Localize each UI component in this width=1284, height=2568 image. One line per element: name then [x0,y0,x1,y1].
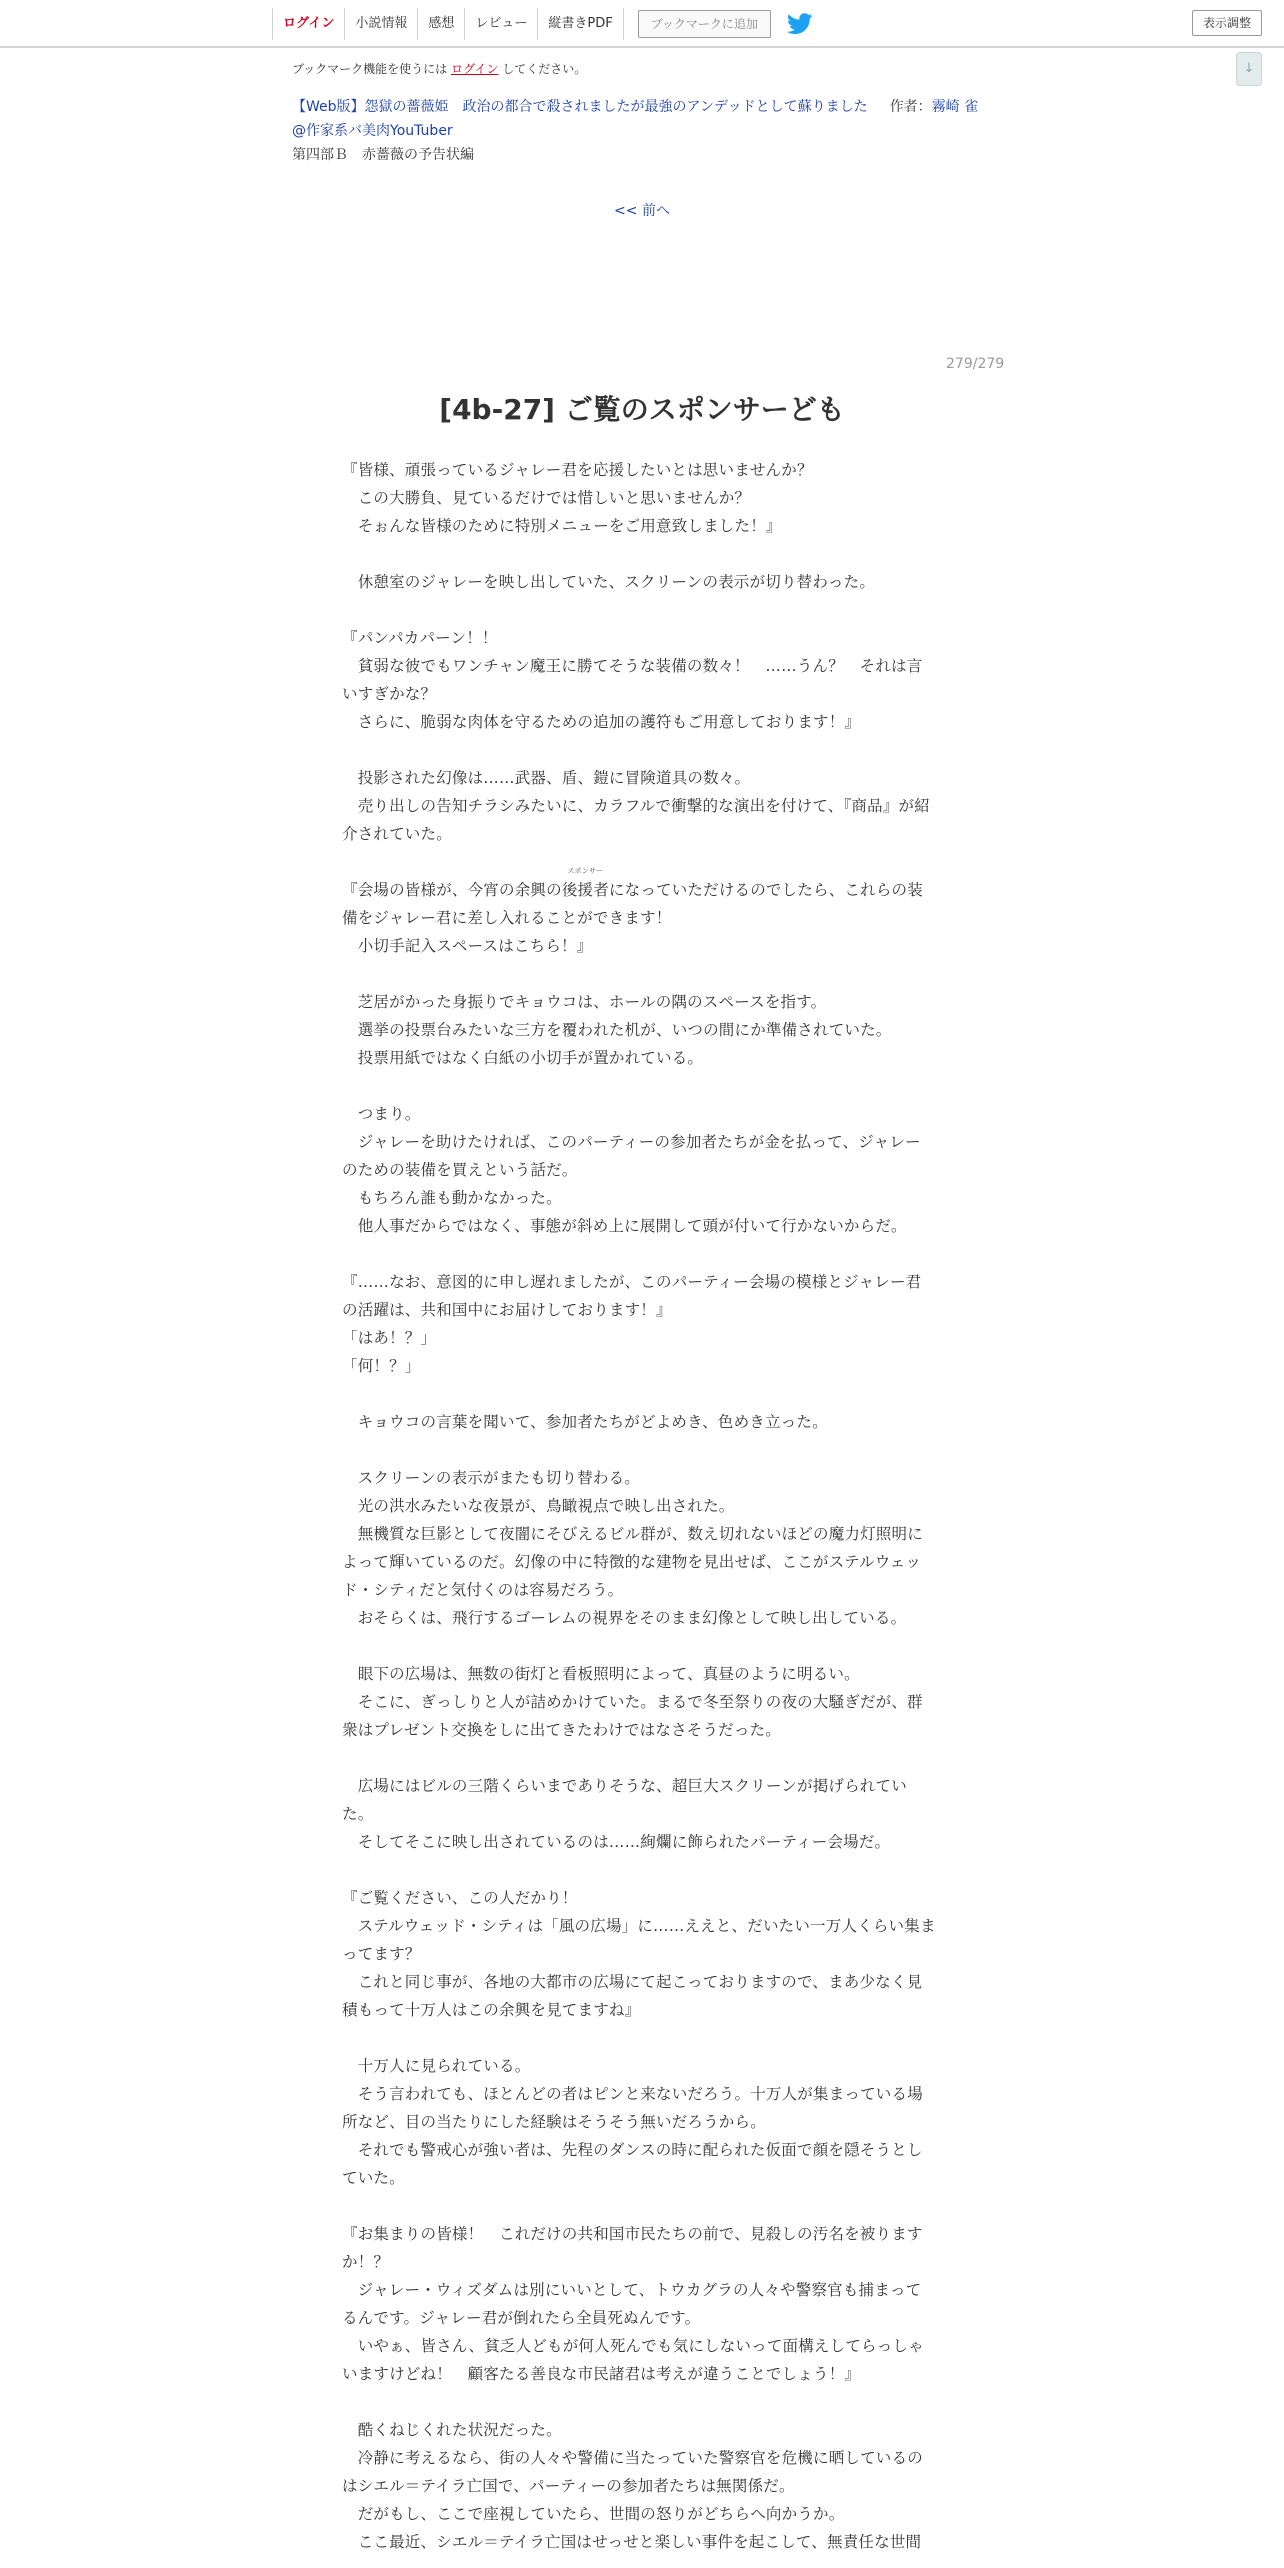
body-line: 貧弱な彼でもワンチャン魔王に勝てそうな装備の数々！ ……うん？ それは言いすぎかな？ [342,657,923,703]
body-line: もちろん誰も動かなかった。 [342,1189,562,1207]
body-line: これと同じ事が、各地の大都市の広場にて起こっておりますので、まあ少なく見積もって十万人はこの余興を見てますね』 [342,1973,923,2019]
body-line-text: になっていただけるのでしたら、これらの装備をジャレー君に差し入れることができます！ [342,881,923,927]
vertical-pdf-link[interactable]: 縦書きPDF [537,8,623,40]
body-line: 投票用紙ではなく白紙の小切手が置かれている。 [342,1049,704,1067]
body-line: 『パンパカパーン！！ [342,629,498,647]
body-line: ここ最近、シエル＝テイラ亡国はせっせと楽しい事件を起こして、無責任な世間 [342,2533,922,2551]
review-link[interactable]: レビュー [464,8,537,40]
blank-line [342,2388,936,2416]
chapter-group-label: 第四部Ｂ 赤薔薇の予告状編 [292,147,474,163]
display-settings-button[interactable]: 表示調整 [1192,10,1262,36]
blank-line [342,1240,936,1268]
body-line: それでも警戒心が強い者は、先程のダンスの時に配られた仮面で顔を隠そうとしていた。 [342,2141,923,2187]
blank-line [342,1632,936,1660]
novel-title-link[interactable]: 【Web版】怨獄の薔薇姫 政治の都合で殺されましたが最強のアンデッドとして蘇りました [292,99,868,115]
body-line: 『ご覧ください、この人だかり！ [342,1889,578,1907]
body-line: ジャレーを助けたければ、このパーティーの参加者たちが金を払って、ジャレーのための装備を買えという話だ。 [342,1133,921,1179]
body-line: この大勝負、見ているだけでは惜しいと思いませんか？ [342,489,751,507]
body-line: 光の洪水みたいな夜景が、鳥瞰視点で映し出された。 [342,1497,735,1515]
body-line: そこに、ぎっしりと人が詰めかけていた。まるで冬至祭りの夜の大騒ぎだが、群衆はプレゼント交換をしに出てきたわけではなさそうだった。 [342,1693,923,1739]
body-line: 無機質な巨影として夜闇にそびえるビル群が、数え切れないほどの魔力灯照明によって輝いているのだ。幻像の中に特徴的な建物を見出せば、ここがステルウェッド・シティだと気付くのは容易だろう。 [342,1525,923,1599]
body-line: だがもし、ここで座視していたら、世間の怒りがどちらへ向かうか。 [342,2505,845,2523]
prev-page-nav [0,200,1284,220]
body-line: ステルウェッド・シティは「風の広場」に……ええと、だいたい一万人くらい集まってます？ [342,1917,936,1963]
blank-line [342,2024,936,2052]
body-line: 酷くねじくれた状況だった。 [342,2421,562,2439]
impressions-link[interactable]: 感想 [417,8,464,40]
body-line: 冷静に考えるなら、街の人々や警備に当たっていた警察官を危機に晒しているのはシエル＝テイラ亡国で、パーティーの参加者たちは無関係だ。 [342,2449,923,2495]
blank-line [342,960,936,988]
body-line: 広場にはビルの三階くらいまでありそうな、超巨大スクリーンが掲げられていた。 [342,1777,907,1823]
blank-line [342,540,936,568]
body-line-text: 『会場の皆様が、今宵の余興の [342,881,562,899]
body-line: さらに、脆弱な肉体を守るための追加の護符もご用意しております！』 [342,713,861,731]
author-link[interactable]: 霧崎 雀 [931,99,979,115]
body-line: 『皆様、頑張っているジャレー君を応援したいとは思いませんか？ [342,461,813,479]
login-note-text-end: してください。 [498,62,587,76]
blank-line [342,736,936,764]
author-label: 作者： [889,99,932,115]
body-line: 売り出しの告知チラシみたいに、カラフルで衝撃的な演出を付けて、『商品』が紹介されていた。 [342,797,930,843]
novel-body-text [342,456,936,2556]
body-line: 小切手記入スペースはこちら！』 [342,937,593,955]
blank-line [342,1744,936,1772]
blank-line [342,1856,936,1884]
body-line: 投影された幻像は……武器、盾、鎧に冒険道具の数々。 [342,769,751,787]
blank-line [342,2192,936,2220]
blank-line [342,1380,936,1408]
body-line: つまり。 [342,1105,421,1123]
body-line: そう言われても、ほとんどの者はピンと来ないだろう。十万人が集まっている場所など、目の当たりにした経験はそうそう無いだろうから。 [342,2085,923,2131]
body-line: ジャレー・ウィズダムは別にいいとして、トウカグラの人々や警察官も捕まってるんです。ジャレー君が倒れたら全員死ぬんです。 [342,2281,922,2327]
prev-page-link[interactable]: << 前へ [614,203,670,219]
login-link[interactable]: ログイン [272,8,344,40]
chapter-title: [4b-27] ご覧のスポンサーども [439,393,845,426]
body-line: 他人事だからではなく、事態が斜め上に展開して頭が付いて行かないからだ。 [342,1217,907,1235]
add-bookmark-button[interactable]: ブックマークに追加 [638,10,771,38]
body-line: 十万人に見られている。 [342,2057,531,2075]
body-line: おそらくは、飛行するゴーレムの視界をそのまま幻像として映し出している。 [342,1609,907,1627]
body-line: 芝居がかった身振りでキョウコは、ホールの隅のスペースを指す。 [342,993,827,1011]
ruby-word [561,867,609,904]
body-line: 休憩室のジャレーを映し出していた、スクリーンの表示が切り替わった。 [342,573,876,591]
body-line: いやぁ、皆さん、貧乏人どもが何人死んでも気にしないって面構えしてらっしゃいますけどね！ 顧客たる善良な市民諸君は考えが違うことでしょう！』 [342,2337,924,2383]
blank-line [342,596,936,624]
blank-line [342,1072,936,1100]
twitter-icon[interactable] [787,13,813,35]
login-note-text: ブックマーク機能を使うには [292,62,451,76]
body-line [342,867,936,932]
body-line: 『……なお、意図的に申し遅れましたが、このパーティー会場の模様とジャレー君の活躍は、共和国中にお届けしております！』 [342,1273,922,1319]
body-line: スクリーンの表示がまたも切り替わる。 [342,1469,640,1487]
login-note-link[interactable]: ログイン [450,62,499,76]
top-navigation-bar [0,0,1284,48]
blank-line [342,1436,936,1464]
novel-info-link[interactable]: 小説情報 [344,8,417,40]
body-line: 選挙の投票台みたいな三方を覆われた机が、いつの間にか準備されていた。 [342,1021,892,1039]
body-line: 「はあ！？」 [342,1329,437,1347]
ruby-base: 後援者 [561,881,609,899]
blank-line [342,848,936,876]
body-line: キョウコの言葉を聞いて、参加者たちがどよめき、色めき立った。 [342,1413,828,1431]
body-line: 「何！？」 [342,1357,421,1375]
login-note [292,60,1012,77]
body-line: そしてそこに映し出されているのは……絢爛に飾られたパーティー会場だ。 [342,1833,891,1851]
ruby-annotation: スポンサー [567,867,604,875]
body-line: そぉんな皆様のために特別メニューをご用意致しました！』 [342,517,782,535]
novel-header [292,60,1012,167]
scroll-down-button[interactable]: ↓ [1236,52,1262,86]
novel-title-line [292,95,1012,119]
body-line: 『お集まりの皆様！ これだけの共和国市民たちの前で、見殺しの汚名を被りますか！？ [342,2225,923,2271]
main-nav [272,8,813,40]
body-line: 眼下の広場は、無数の街灯と看板照明によって、真昼のように明るい。 [342,1665,860,1683]
page-counter: 279/279 [946,356,1005,372]
author-channel-link[interactable]: @作家系バ美肉YouTuber [292,123,453,139]
